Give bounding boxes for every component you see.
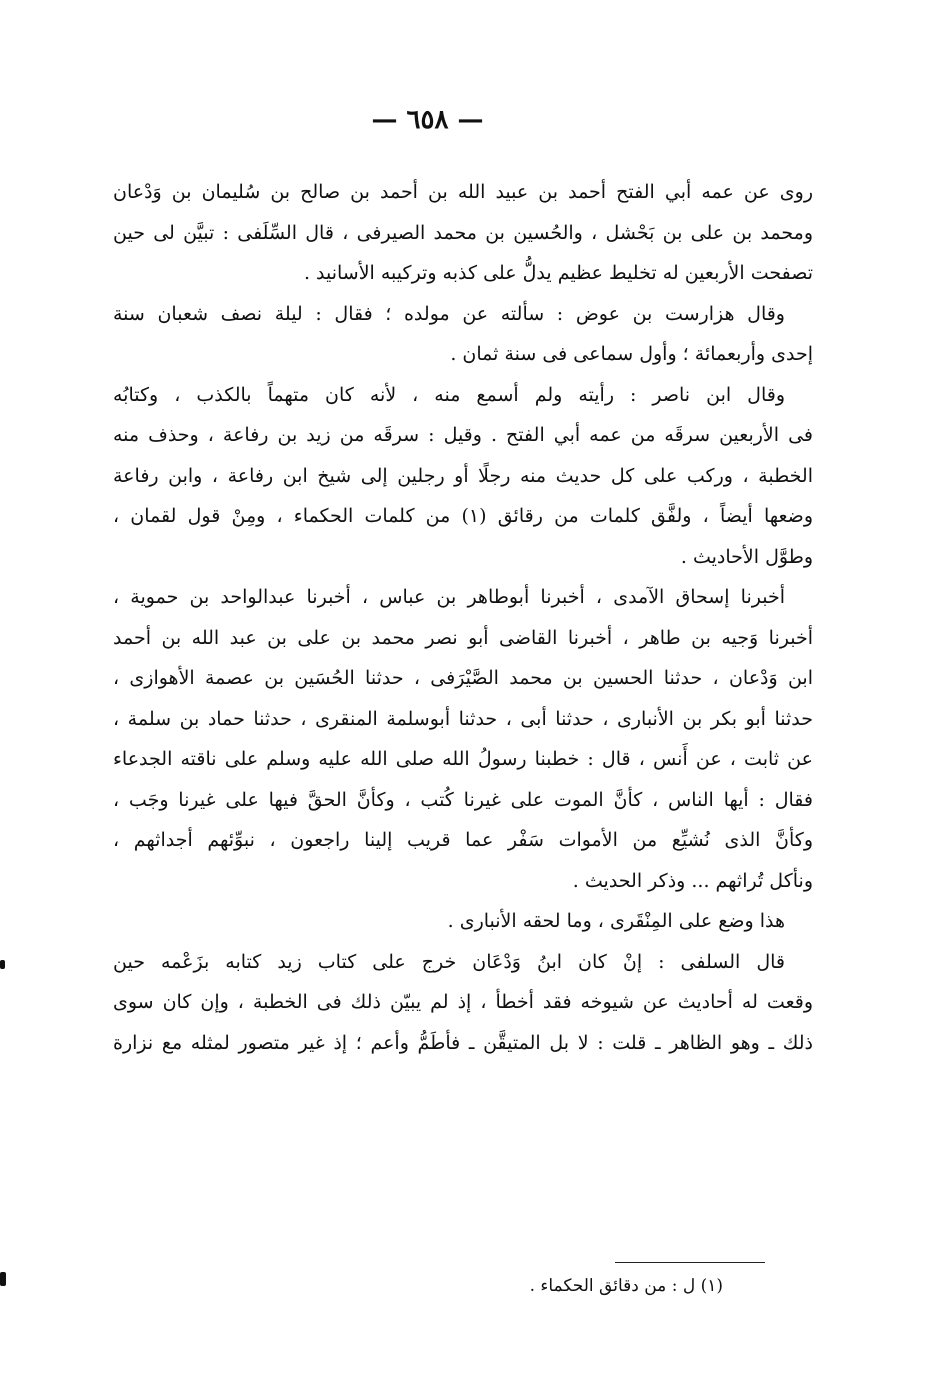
page-number: — ٦٥٨ — [371, 105, 484, 135]
text-line: ومحمد بن على بن بَحْشل ، والحُسين بن محمد الصيرفى ، قال السِّلَفى : تبيَّن لى حين [113, 221, 813, 244]
text-line: إحدى وأربعمائة ؛ وأول سماعى فى سنة ثمان . [450, 343, 813, 365]
text-line: الخطبة ، وركب على كل حديث منه رجلًا أو رجلين إلى شيخ ابن رفاعة ، وابن رفاعة [113, 464, 813, 487]
text-line: ابن وَدْعان ، حدثنا الحسين بن محمد الصَّيْرَفى ، حدثنا الحُسَين بن عصمة الأهوازى ، [113, 667, 813, 689]
paragraph [113, 942, 813, 1064]
text-line: أخبرنا إسحاق الآمدى ، أخبرنا أبوطاهر بن عباس ، أخبرنا عبدالواحد بن حموية ، [113, 586, 785, 608]
paragraph [113, 375, 813, 578]
text-line: وقال ابن ناصر : رأيته ولم أسمع منه ، لأنه كان متهماً بالكذب ، وكتابُه [113, 383, 785, 406]
footnote-divider [615, 1262, 765, 1263]
text-line: ونأكل تُراثهم ... وذكر الحديث . [572, 869, 813, 892]
text-line: وضعها أيضاً ، ولفَّق كلمات من رقائق (١) من كلمات الحكماء ، ومِنْ قول لقمان ، [113, 505, 813, 527]
text-line: حدثنا أبو بكر بن الأنبارى ، حدثنا أبى ، حدثنا أبوسلمة المنقرى ، حدثنا حماد بن سلمة ، [113, 707, 813, 730]
text-line: وكأنَّ الذى نُشيِّع من الأموات سَفْر عما قريب إلينا راجعون ، نبوِّئهم أجداثهم ، [113, 829, 813, 851]
paragraph [113, 172, 813, 294]
scan-edge-mark [0, 1272, 6, 1286]
text-line: أخبرنا وَجيه بن طاهر ، أخبرنا القاضى أبو نصر محمد بن على بن عبد الله بن أحمد [113, 626, 813, 649]
paragraph [113, 901, 813, 942]
text-line: فى الأربعين سرقَه من عمه أبي الفتح . وقيل : سرقَه من زيد بن رفاعة ، وحذف منه [113, 424, 813, 446]
text-line: ذلك ـ وهو الظاهر ـ قلت : لا بل المتيقَّن ـ فأطَمُّ وأعم ؛ إذ غير متصور لمثله مع نزارة [113, 1031, 813, 1054]
text-line: عن ثابت ، عن أَنس ، قال : خطبنا رسولُ الله صلى الله عليه وسلم على ناقته الجدعاء [113, 748, 813, 770]
text-line: وقعت له أحاديث عن شيوخه فقد أخطأ ، إذ لم يبيّن ذلك فى الخطبة ، وإن كان سوى [113, 991, 813, 1013]
text-line: هذا وضع على المِنْقَرى ، وما لحقه الأنبارى . [447, 910, 785, 932]
text-line: وطوَّل الأحاديث . [680, 545, 813, 568]
scan-edge-mark [0, 960, 5, 969]
paragraph [113, 577, 813, 901]
text-line: قال السلفى : إنْ كان ابنُ وَدْعَان خرج على كتاب زيد كتابه بزَعْمه حين [113, 950, 785, 973]
text-line: روى عن عمه أبي الفتح أحمد بن عبيد الله بن أحمد بن صالح بن سُليمان بن وَدْعان [113, 181, 813, 203]
text-line: وقال هزارست بن عوض : سألته عن مولده ؛ فقال : ليلة نصف شعبان سنة [113, 302, 785, 325]
paragraph [113, 294, 813, 375]
body-text [113, 172, 813, 1063]
text-line: تصفحت الأربعين له تخليط عظيم يدلُّ على كذبه وتركيبه الأسانيد . [303, 262, 813, 284]
text-line: فقال : أيها الناس ، كأنَّ الموت على غيرنا كُتب ، وكأنَّ الحقَّ فيها على غيرنا وجَب ، [113, 788, 813, 811]
footnote: (١) ل : من دقائق الحكماء . [529, 1276, 723, 1296]
